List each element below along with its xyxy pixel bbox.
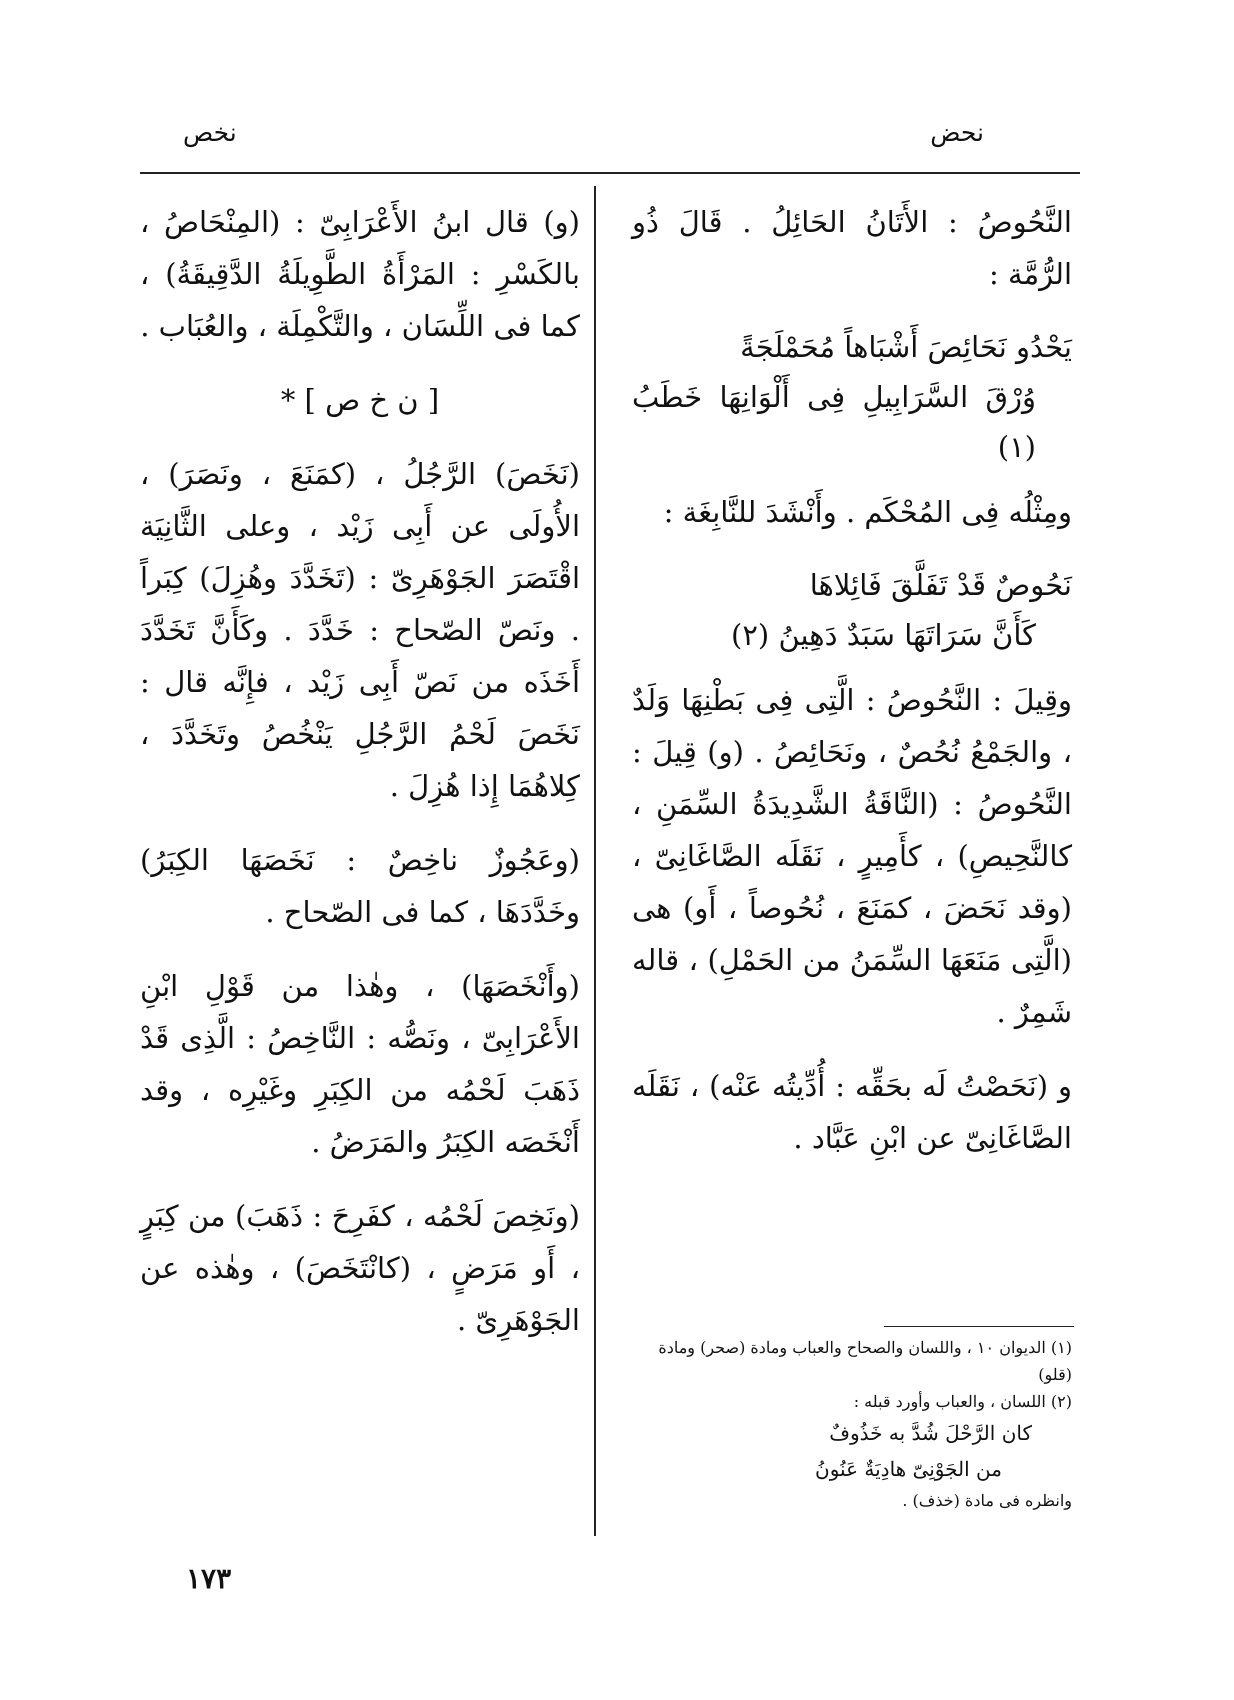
running-header-left: نخص	[183, 118, 237, 147]
verse-line: نَحُوصٌ قَدْ تَفَلَّقَ فَائِلاهَا	[809, 568, 1072, 602]
footnote-tail: وانظره فى مادة (خذف) .	[902, 1491, 1072, 1510]
footnote-verse-line: من الجَوْنِىّ هادِيَةٌ عَنُونُ	[815, 1457, 1002, 1481]
verse	[632, 560, 1072, 660]
paragraph: (وأَنْخَصَهَا) ، وهٰذا من قَوْلِ ابْنِ الأَعْرَابِىّ ، ونَصُّه : النَّاخِصُ : الَّذِى قَدْ ذَهَبَ لَحْمُه من الكِبَرِ وغَيْرِه ، وقد أَنْخَصَه الكِبَرُ والمَرَضُ .	[140, 969, 580, 1159]
footnote: (١) الديوان ١٠ ، واللسان والصحاح والعباب ومادة (صحر) ومادة (قلو)	[658, 1338, 1072, 1384]
verse-line: يَحْدُو نَحَائِصَ أَشْبَاهاً مُحَمْلَجَةً	[740, 330, 1072, 364]
paragraph: و (نَحَصْتُ لَه بحَقِّه : أُدِّيتُه عَنْه) ، نَقَلَه الصَّاغَانِىّ عن ابْنِ عَبَّاد .	[632, 1069, 1072, 1155]
footnote-verse-line: كان الرَّحْلَ شُدَّ به خَذُوفٌ	[829, 1421, 1032, 1445]
header-rule	[140, 172, 1080, 174]
paragraph: (ونَخِصَ لَحْمُه ، كفَرِحَ : ذَهَبَ) من كِبَرٍ ، أَو مَرَضٍ ، (كانْتَخَصَ) ، وهٰذه عن الجَوْهَرِىّ .	[140, 1199, 580, 1337]
verse-line: وُرْقَ السَّرَابِيلِ فِى أَلْوَانِهَا خَطَبُ (١)	[632, 380, 1036, 464]
column-divider	[594, 186, 596, 1536]
paragraph: وقِيلَ : النَّحُوصُ : الَّتِى فِى بَطْنِهَا وَلَدٌ ، والجَمْعُ نُحُصٌ ، ونَحَائِصُ . (و) قِيلَ : النَّحُوصُ : (النَّاقَةُ الشَّدِيدَةُ السِّمَنِ ، كالنَّحِيصِ) ، كأَمِيرٍ ، نَقَلَه الصَّاغَانِىّ ، (وقد نَحَضَ ، كمَنَعَ ، نُحُوصاً ، أَو) هى (الَّتِى مَنَعَهَا السِّمَنُ من الحَمْلِ) ، قاله شَمِرٌ .	[632, 683, 1072, 1029]
paragraph: (و) قال ابنُ الأَعْرَابِىّ : (المِنْحَاصُ ، بالكَسْرِ : المَرْأَةُ الطَّوِيلَةُ الدَّقِيقَةُ) ، كما فى اللِّسَان ، والتَّكْمِلَة ، والعُبَاب .	[140, 205, 580, 343]
page-number: ١٧٣	[186, 1562, 232, 1595]
right-column	[632, 196, 1072, 1186]
left-column	[140, 196, 580, 1368]
footnote-rule	[884, 1326, 1074, 1327]
verse	[632, 322, 1072, 472]
paragraph: (نَخَصَ) الرَّجُلُ ، (كمَنَعَ ، ونَصَرَ) ، الأُولَى عن أَبِى زَيْد ، وعلى الثَّانِيَة اقْتَصَرَ الجَوْهَرِىّ : (تَخَدَّدَ وهُزِلَ) كِبَراً . ونَصّ الصّحاح : خَدَّدَ . وكَأَنَّ تَخَدَّدَ أَخَذَه من نَصّ أَبِى زَيْد ، فإِنَّه قال : نَخَصَ لَحْمُ الرَّجُلِ يَنْخُصُ وتَخَدَّدَ ، كِلاهُمَا إِذا هُزِلَ .	[140, 457, 580, 803]
entry-heading: [ ن خ ص ] *	[280, 383, 440, 417]
paragraph: ومِثْلُه فِى المُحْكَم . وأَنْشَدَ للنَّابِغَة :	[663, 495, 1072, 529]
footnote: (٢) اللسان ، والعباب وأورد قبله :	[853, 1392, 1072, 1411]
verse-line: كَأَنَّ سَرَاتَهَا سَبَدٌ دَهِينُ (٢)	[731, 618, 1036, 652]
paragraph: (وعَجُوزٌ ناخِصٌ : نَخَصَهَا الكِبَرُ) وخَدَّدَهَا ، كما فى الصّحاح .	[140, 843, 580, 929]
paragraph: النَّحُوصُ : الأَتَانُ الحَائِلُ . قَالَ ذُو الرُّمَّة :	[632, 205, 1072, 291]
running-header-right: نحض	[930, 118, 984, 147]
footnotes	[632, 1334, 1072, 1514]
